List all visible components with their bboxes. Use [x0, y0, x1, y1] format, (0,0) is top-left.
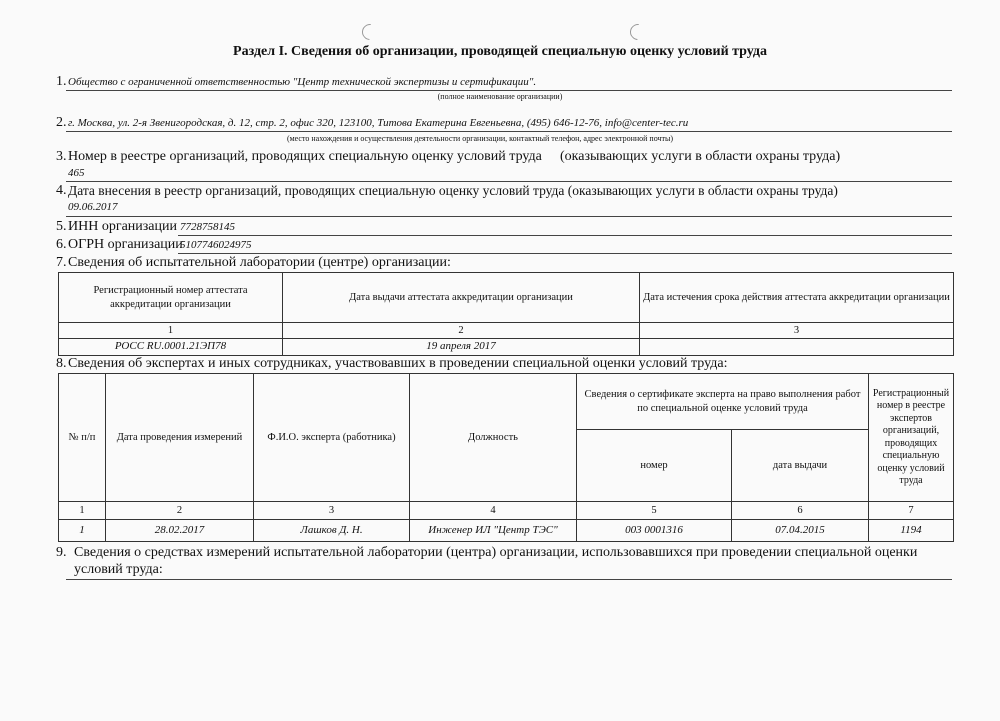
- section-title: Раздел I. Сведения об организации, проводящей специальную оценку условий труда: [233, 44, 767, 59]
- punch-hole-mark: [627, 21, 650, 44]
- inn-value: 7728758145: [180, 221, 235, 233]
- lab-accreditation-table: [58, 272, 954, 356]
- item-number: 5.: [56, 219, 67, 234]
- index-cell: 3: [254, 502, 410, 520]
- table-index-row: [59, 502, 954, 520]
- table-cell: 07.04.2015: [732, 520, 869, 542]
- index-cell: 3: [640, 323, 954, 339]
- header-cell: Дата истечения срока действия аттестата аккредитации организации: [640, 273, 954, 323]
- index-cell: 7: [869, 502, 954, 520]
- header-cell: Должность: [410, 374, 577, 502]
- organization-address: г. Москва, ул. 2-я Звенигородская, д. 12, стр. 2, офис 320, 123100, Титова Екатерина Евгеньевна, (495) 646-12-76, info@center-tec.ru: [68, 117, 689, 129]
- lab-info-label: Сведения об испытательной лаборатории (центре) организации:: [68, 255, 451, 270]
- underline: [66, 216, 952, 217]
- item-number: 2.: [56, 115, 67, 130]
- table-row: [59, 520, 954, 542]
- punch-hole-mark: [359, 21, 382, 44]
- organization-name: Общество с ограниченной ответственностью "Центр технической экспертизы и сертификации".: [68, 76, 537, 88]
- table-index-row: [59, 323, 954, 339]
- table-cell: 28.02.2017: [106, 520, 254, 542]
- item-number: 1.: [56, 74, 67, 89]
- item-number: 8.: [56, 356, 67, 371]
- table-header-row: [59, 374, 954, 430]
- table-cell: 1194: [869, 520, 954, 542]
- underline: [178, 235, 952, 236]
- registry-date-value: 09.06.2017: [68, 201, 118, 213]
- underline: [66, 181, 952, 182]
- table-row: [59, 339, 954, 356]
- table-cell: Инженер ИЛ "Центр ТЭС": [410, 520, 577, 542]
- table-cell: 19 апреля 2017: [283, 339, 640, 356]
- underline: [66, 579, 952, 580]
- item-number: 7.: [56, 255, 67, 270]
- underline: [66, 131, 952, 132]
- inn-label: ИНН организации: [68, 219, 177, 234]
- index-cell: 4: [410, 502, 577, 520]
- item-number: 3.: [56, 149, 67, 164]
- header-cell: Регистрационный номер аттестата аккредитации организации: [59, 273, 283, 323]
- item-number: 9.: [56, 545, 67, 560]
- table-cell: Лашков Д. Н.: [254, 520, 410, 542]
- table-cell: [640, 339, 954, 356]
- index-cell: 6: [732, 502, 869, 520]
- header-cell: Дата выдачи аттестата аккредитации организации: [283, 273, 640, 323]
- header-cell: номер: [577, 430, 732, 502]
- header-cell: Ф.И.О. эксперта (работника): [254, 374, 410, 502]
- underline: [178, 253, 952, 254]
- header-cell: дата выдачи: [732, 430, 869, 502]
- index-cell: 2: [283, 323, 640, 339]
- underline: [66, 90, 952, 91]
- field-hint: (место нахождения и осуществления деятельности организации, контактный телефон, адрес электронной почты): [286, 134, 674, 143]
- ogrn-label: ОГРН организации: [68, 237, 183, 252]
- registry-number-value: 465: [68, 167, 85, 179]
- header-cell: Дата проведения измерений: [106, 374, 254, 502]
- item-number: 6.: [56, 237, 67, 252]
- registry-date-label: Дата внесения в реестр организаций, проводящих специальную оценку условий труда (оказывающих услуги в области охраны труда): [68, 183, 838, 198]
- table-cell: РОСС RU.0001.21ЭП78: [59, 339, 283, 356]
- table-header-row: [59, 273, 954, 323]
- instruments-label-cont: условий труда:: [74, 562, 163, 577]
- index-cell: 2: [106, 502, 254, 520]
- instruments-label: Сведения о средствах измерений испытательной лаборатории (центра) организации, использовавшихся при проведении специальной оценки: [74, 545, 918, 560]
- header-cell: Сведения о сертификате эксперта на право выполнения работ по специальной оценке условий труда: [577, 374, 869, 430]
- registry-number-label: Номер в реестре организаций, проводящих специальную оценку условий труда: [68, 149, 542, 164]
- item-number: 4.: [56, 183, 67, 198]
- experts-label: Сведения об экспертах и иных сотрудниках, участвовавших в проведении специальной оценки условий труда:: [68, 356, 728, 371]
- registry-number-label-cont: (оказывающих услуги в области охраны труда): [560, 149, 841, 164]
- table-cell: 003 0001316: [577, 520, 732, 542]
- header-cell: № п/п: [59, 374, 106, 502]
- index-cell: 1: [59, 323, 283, 339]
- index-cell: 1: [59, 502, 106, 520]
- index-cell: 5: [577, 502, 732, 520]
- experts-table: [58, 373, 954, 542]
- field-hint: (полное наименование организации): [437, 92, 563, 101]
- ogrn-value: 5107746024975: [180, 239, 252, 251]
- table-cell: 1: [59, 520, 106, 542]
- header-cell: Регистрационный номер в реестре экспертов организаций, проводящих специальную оценку условий труда: [869, 374, 954, 502]
